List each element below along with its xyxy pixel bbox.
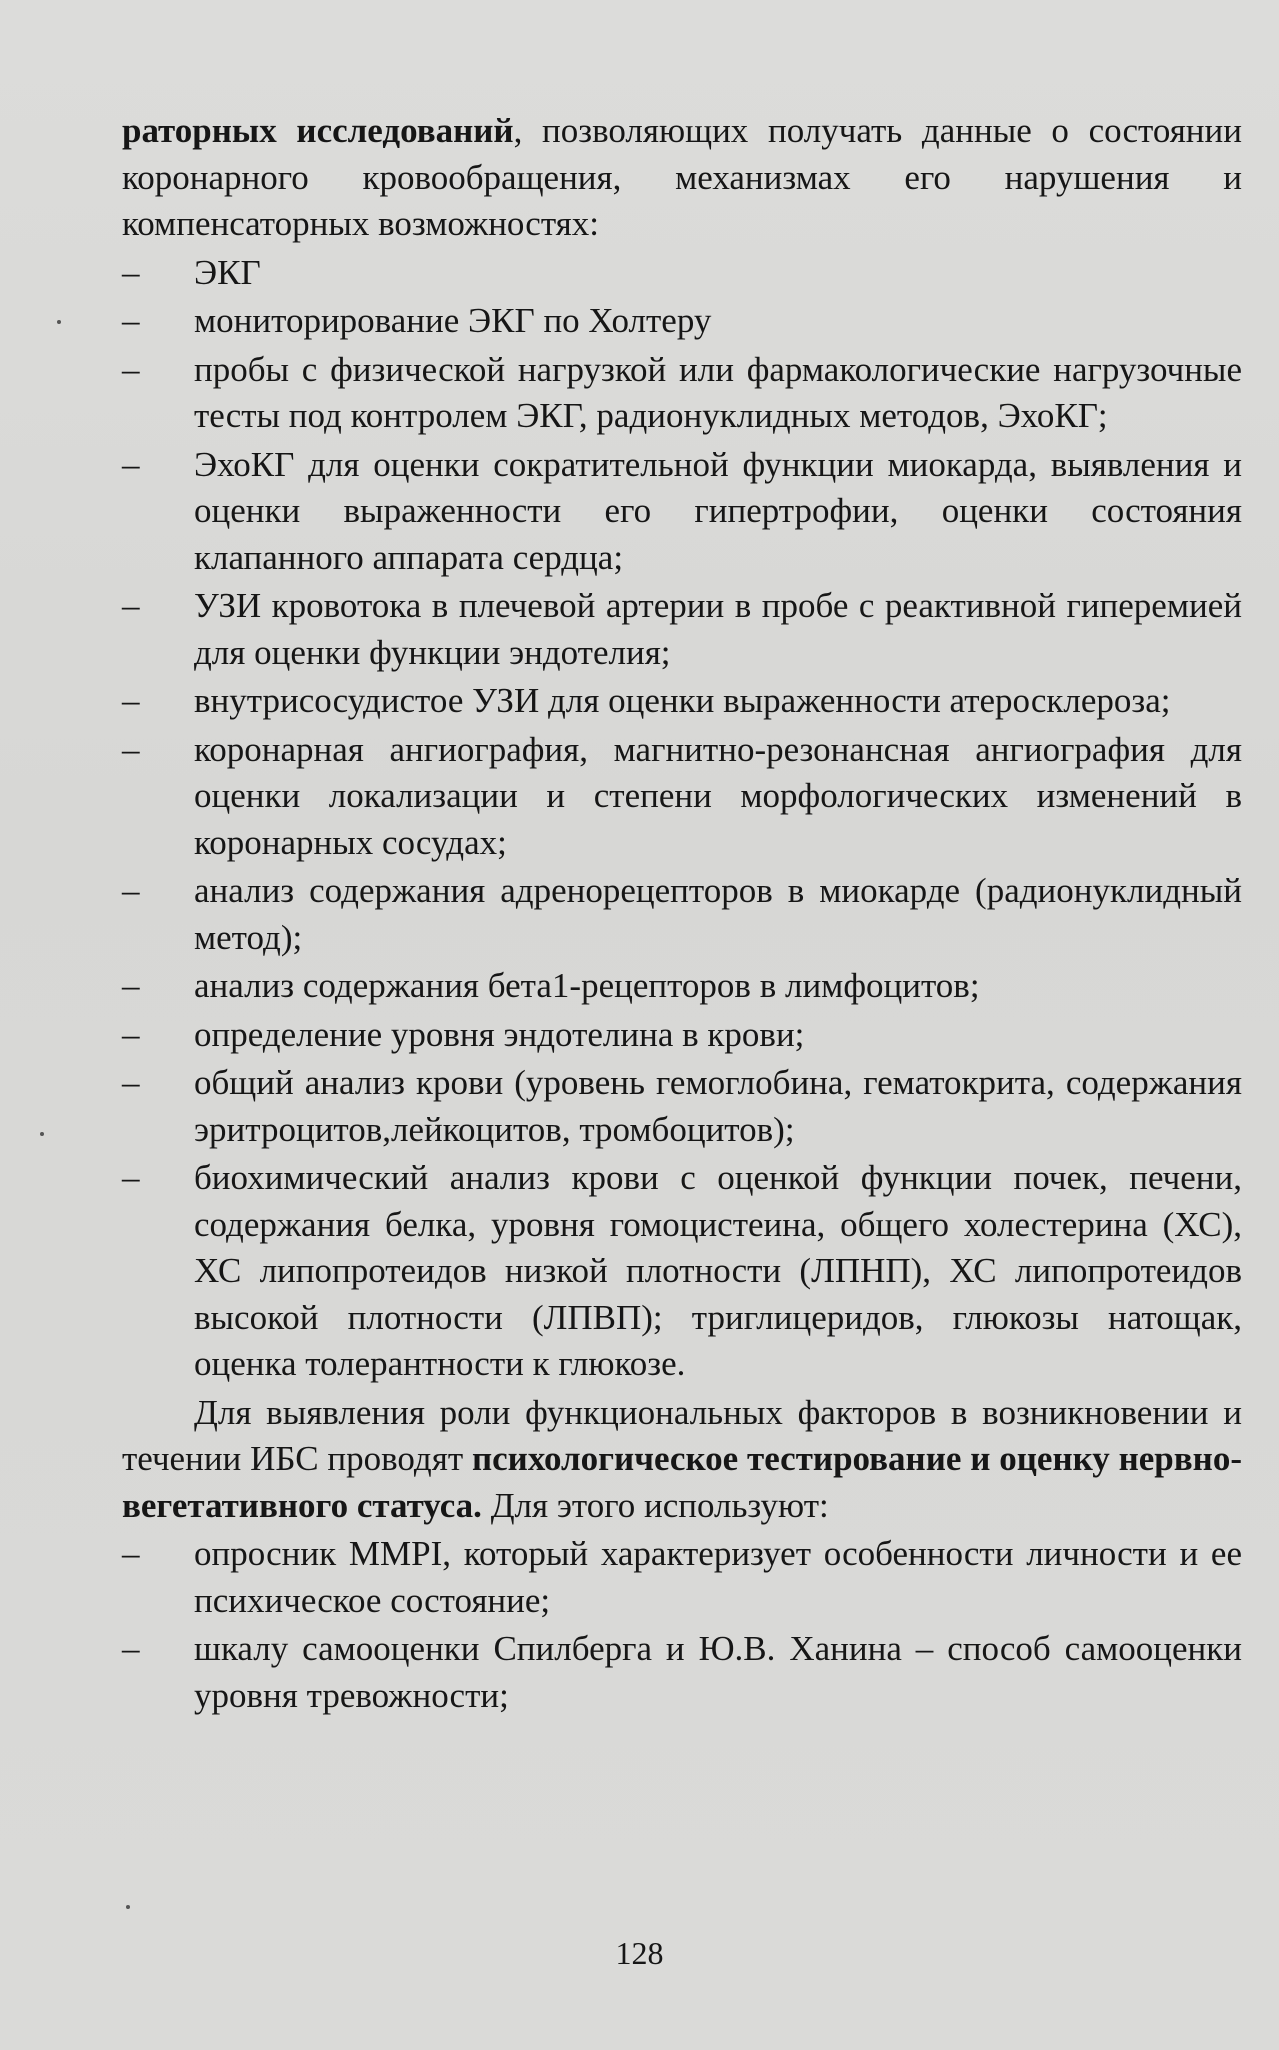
list-item-text: ЭхоКГ для оценки сократительной функции миокарда, выявления и оценки выраженности его гипертрофии, оценки состояния клапанного аппарата сердца; [194,444,1242,577]
research-methods-list [122,250,1242,1388]
list-item [122,442,1242,582]
intro-paragraph [122,108,1242,248]
dash-marker: – [122,301,140,340]
list-item-text: пробы с физической нагрузкой или фармакологические нагрузочные тесты под контролем ЭКГ, радионуклидных методов, ЭхоКГ; [194,349,1242,435]
dash-marker: – [122,1534,140,1573]
paper-speck [126,1905,130,1909]
list-item [122,347,1242,440]
list-item-text: анализ содержания бета1-рецепторов в лимфоцитов; [194,966,980,1005]
dash-marker: – [122,252,140,292]
list-item-text: опросник MMPI, который характеризует особенности личности и ее психическое состояние; [194,1534,1242,1620]
psych-methods-list [122,1531,1242,1719]
intro-text: , позволяющих получать данные о состоянии коронарного кровообращения, механизмах его нарушения и компенсаторных возможностях: [122,111,1242,243]
list-item [122,583,1242,676]
paper-speck [40,1132,44,1136]
list-item [122,298,1242,345]
list-item-text: анализ содержания адренорецепторов в миокарде (радионуклидный метод); [194,871,1242,957]
dash-marker: – [122,586,140,625]
list-item-text: ЭКГ [194,252,261,292]
list-item-text: биохимический анализ крови с оценкой функции почек, печени, содержания белка, уровня гомоцистеина, общего холестерина (ХС), ХС липопротеидов низкой плотности (ЛПНП), ХС липопротеидов высокой плотности (ЛПВП); триглицеридов, глюкозы натощак, оценка толерантности к глюкозе. [194,1158,1242,1383]
list-item [122,1060,1242,1153]
list-item-text: УЗИ кровотока в плечевой артерии в пробе с реактивной гиперемией для оценки функции эндотелия; [194,586,1242,672]
dash-marker: – [122,444,140,484]
psych-text-part1: Для выявления роли функциональных факторов в возникновении и течении ИБС проводят [122,1392,1242,1478]
dash-marker: – [122,729,140,769]
list-item [122,727,1242,867]
list-item [122,1155,1242,1388]
dash-marker: – [122,871,140,910]
dash-marker: – [122,681,140,720]
list-item-text: коронарная ангиография, магнитно-резонансная ангиография для оценки локализации и степени морфологических изменений в коронарных сосудах; [194,729,1242,862]
psych-testing-paragraph [122,1390,1242,1530]
dash-marker: – [122,349,140,389]
list-item [122,250,1242,297]
list-item [122,678,1242,725]
list-item-text: шкалу самооценки Спилберга и Ю.В. Ханина – способ самооценки уровня тревожности; [194,1629,1242,1715]
list-item [122,868,1242,961]
list-item-text: мониторирование ЭКГ по Холтеру [194,301,712,340]
dash-marker: – [122,1629,140,1668]
paper-speck [57,320,61,324]
list-item-text: общий анализ крови (уровень гемоглобина, гематокрита, содержания эритроцитов,лейкоцитов, тромбоцитов); [194,1063,1242,1149]
psych-bold-text: психологическое тестирование и оценку нервно-вегетативного статуса. [122,1439,1242,1525]
dash-marker: – [122,1063,140,1102]
page-body [122,108,1242,1721]
psych-text-part2: Для этого используют: [481,1485,829,1525]
list-item-text: определение уровня эндотелина в крови; [194,1014,805,1054]
dash-marker: – [122,1014,140,1054]
list-item [122,1012,1242,1059]
dash-marker: – [122,966,140,1005]
list-item [122,1531,1242,1624]
intro-bold-text: раторных исследований [122,111,514,150]
list-item-text: внутрисосудистое УЗИ для оценки выраженности атеросклероза; [194,681,1171,720]
dash-marker: – [122,1158,140,1197]
page-number: 128 [615,1935,664,1971]
list-item [122,1626,1242,1719]
list-item [122,963,1242,1010]
